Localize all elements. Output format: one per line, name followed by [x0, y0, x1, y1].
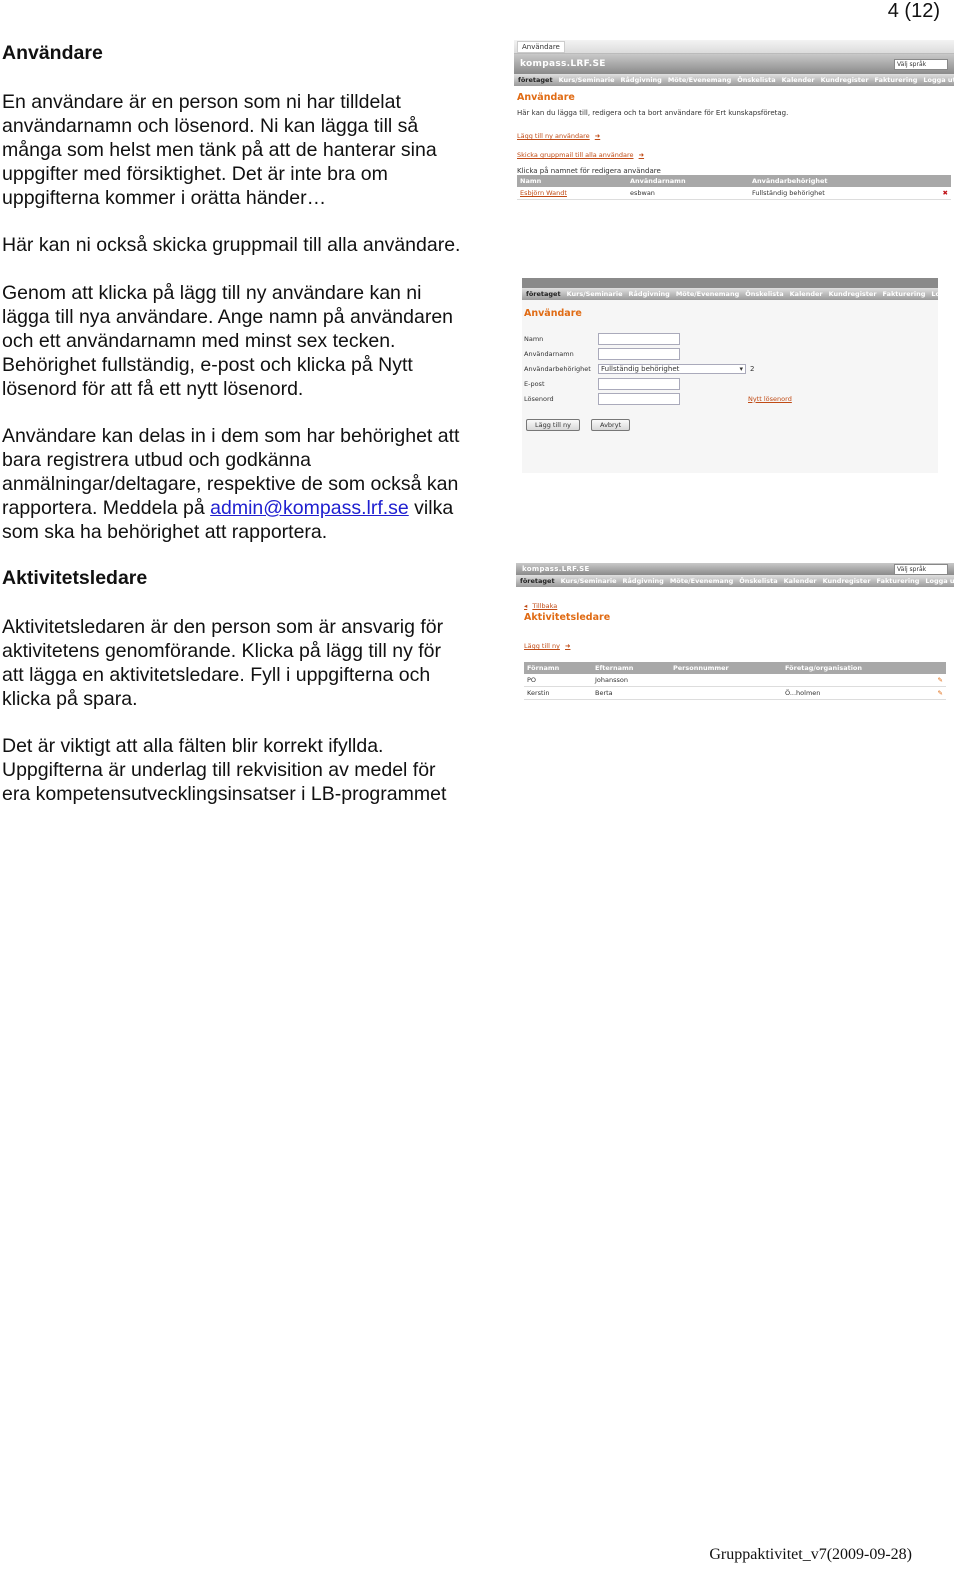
- email-input[interactable]: [598, 378, 680, 390]
- arrow-icon: ➜: [594, 132, 601, 140]
- form-row-password: [524, 391, 936, 406]
- admin-email-link[interactable]: admin@kompass.lrf.se: [210, 497, 409, 519]
- nav-item[interactable]: Kurs/Seminarie: [558, 76, 615, 84]
- browser-tabbar: [514, 40, 954, 54]
- cell: Johansson: [595, 676, 628, 684]
- form-row-email: [524, 376, 936, 391]
- back-link[interactable]: Tillbaka: [532, 602, 558, 610]
- nav-item[interactable]: Fakturering: [882, 290, 926, 298]
- table-row[interactable]: [517, 187, 951, 200]
- edit-pencil-icon[interactable]: ✎: [937, 676, 943, 684]
- field-label: Lösenord: [524, 394, 554, 403]
- field-label: Namn: [524, 334, 544, 343]
- text-line: många som helst men tänk på att de hanterar sina: [2, 139, 437, 161]
- table-row[interactable]: [524, 674, 946, 687]
- cancel-button[interactable]: Avbryt: [591, 419, 630, 431]
- form-row-username: [524, 346, 936, 361]
- table-row[interactable]: [524, 687, 946, 700]
- text-fragment: rapportera. Meddela på: [2, 497, 211, 519]
- new-password-link[interactable]: Nytt lösenord: [748, 394, 792, 403]
- group-mail-link[interactable]: Skicka gruppmail till alla användare: [517, 151, 634, 159]
- text-line: lägga till nya användare. Ange namn på användaren: [2, 306, 454, 328]
- main-nav: [516, 575, 958, 587]
- nav-item[interactable]: Kundregister: [820, 76, 869, 84]
- text-line: En användare är en person som ni har tilldelat: [2, 91, 401, 113]
- nav-item[interactable]: Kalender: [789, 290, 823, 298]
- nav-item[interactable]: Fakturering: [876, 577, 920, 585]
- text-line: uppgifter med försiktighet. Det är inte bra om: [2, 163, 388, 185]
- column-header: Företag/organisation: [785, 664, 863, 672]
- site-banner: [522, 278, 938, 288]
- column-header: Efternamn: [595, 664, 634, 672]
- arrow-icon: ➜: [638, 151, 645, 159]
- nav-item[interactable]: företaget: [518, 76, 553, 84]
- arrow-left-icon: ◂: [524, 602, 528, 610]
- text-line: Aktivitetsledaren är den person som är ansvarig för: [2, 616, 444, 638]
- screenshot-user-list: [514, 40, 954, 212]
- delete-icon[interactable]: ✖: [942, 189, 948, 197]
- section-heading-aktivitetsledare: Aktivitetsledare: [2, 567, 148, 589]
- nav-item[interactable]: Rådgivning: [622, 577, 664, 585]
- column-header: Användarbehörighet: [752, 177, 828, 185]
- column-header: Personnummer: [673, 664, 729, 672]
- add-user-link[interactable]: Lägg till ny användare: [517, 132, 590, 140]
- nav-item[interactable]: Kalender: [783, 577, 817, 585]
- text-line: era kompetensutvecklingsinsatser i LB-programmet: [2, 783, 447, 805]
- field-label: E-post: [524, 379, 545, 388]
- permission-select[interactable]: [598, 364, 746, 374]
- nav-item[interactable]: företaget: [520, 577, 555, 585]
- screen-title: Användare: [517, 92, 575, 103]
- cell: Ö...holmen: [785, 689, 821, 697]
- text-line: aktivitetens genomförande. Klicka på lägg till ny för: [2, 640, 441, 662]
- text-line: lösenord för att få ett nytt lösenord.: [2, 378, 304, 400]
- nav-item[interactable]: Fakturering: [874, 76, 918, 84]
- site-banner: [516, 563, 954, 575]
- page-number: 4 (12): [887, 0, 940, 22]
- text-line: Det är viktigt att alla fälten blir korrekt ifyllda.: [2, 735, 384, 757]
- nav-item[interactable]: Rådgivning: [628, 290, 670, 298]
- text-line: och ett användarnamn med minst sex tecken.: [2, 330, 396, 352]
- nav-item[interactable]: Möte/Evenemang: [669, 577, 734, 585]
- kompass-logo: kompass.LRF.SE: [522, 565, 590, 573]
- edit-pencil-icon[interactable]: ✎: [937, 689, 943, 697]
- cell: PO: [527, 676, 537, 684]
- nav-item[interactable]: Möte/Evenemang: [675, 290, 740, 298]
- nav-item[interactable]: Kurs/Seminarie: [560, 577, 617, 585]
- username-input[interactable]: [598, 348, 680, 360]
- edit-hint: Klicka på namnet för redigera användare: [517, 167, 661, 175]
- text-line: Användare kan delas in i dem som har behörighet att: [2, 425, 460, 447]
- paragraph-add-user: [2, 281, 502, 401]
- nav-item[interactable]: Logga ut: [923, 76, 956, 84]
- screen-title: Aktivitetsledare: [524, 612, 611, 623]
- nav-item[interactable]: Logga ut: [931, 290, 964, 298]
- text-line: Uppgifterna är underlag till rekvisition av medel för: [2, 759, 436, 781]
- password-input[interactable]: [598, 393, 680, 405]
- add-new-link[interactable]: Lägg till ny: [524, 642, 560, 650]
- text-line: klicka på spara.: [2, 688, 138, 710]
- kompass-logo: kompass.LRF.SE: [520, 59, 606, 69]
- nav-item[interactable]: Kundregister: [828, 290, 877, 298]
- nav-item[interactable]: Önskelista: [737, 76, 776, 84]
- language-select[interactable]: Välj språk: [894, 564, 948, 575]
- chevron-down-icon: ▾: [739, 364, 743, 373]
- text-line: [2, 496, 502, 520]
- section-heading-anvandare: Användare: [2, 42, 103, 64]
- main-nav: [514, 74, 954, 86]
- screenshot-activity-leaders: [516, 563, 958, 703]
- paragraph-aktivitetsledare: [2, 615, 502, 711]
- field-label: Användarnamn: [524, 349, 574, 358]
- text-line: uppgifterna kommer i orätta händer…: [2, 187, 327, 209]
- site-banner: [514, 54, 954, 74]
- add-new-button[interactable]: Lägg till ny: [526, 419, 580, 431]
- cell: esbwan: [630, 189, 655, 197]
- text-line: anmälningar/deltagare, respektive de som också kan: [2, 473, 459, 495]
- column-header: Förnamn: [527, 664, 560, 672]
- paragraph-intro: [2, 90, 502, 210]
- language-select[interactable]: Välj språk: [894, 59, 948, 70]
- text-line: att lägga en aktivitetsledare. Fyll i uppgifterna och: [2, 664, 431, 686]
- arrow-icon: ➜: [565, 642, 571, 650]
- nav-item[interactable]: Kurs/Seminarie: [566, 290, 623, 298]
- nav-item[interactable]: företaget: [526, 290, 561, 298]
- text-fragment: vilka: [408, 497, 454, 519]
- screen-title: Användare: [524, 308, 582, 319]
- table-header: [524, 662, 946, 674]
- text-line: Genom att klicka på lägg till ny användare kan ni: [2, 282, 422, 304]
- main-nav: [522, 288, 964, 300]
- nav-item[interactable]: Önskelista: [739, 577, 778, 585]
- browser-tab[interactable]: Användare: [517, 41, 565, 53]
- help-mark: 2: [750, 364, 755, 373]
- text-line: som ska ha behörighet att rapportera.: [2, 521, 328, 543]
- user-name-link[interactable]: Esbjörn Wandt: [520, 189, 567, 197]
- nav-item[interactable]: Kalender: [781, 76, 815, 84]
- cell: Fullständig behörighet: [752, 189, 825, 197]
- screen-description: Här kan du lägga till, redigera och ta bort användare för Ert kunskapsföretag.: [517, 109, 789, 117]
- paragraph-permissions: [2, 424, 502, 544]
- column-header: Användarnamn: [630, 177, 686, 185]
- text-line: Behörighet fullständig, e-post och klicka på Nytt: [2, 354, 413, 376]
- column-header: Namn: [520, 177, 542, 185]
- table-header: [517, 175, 951, 187]
- nav-item[interactable]: Kundregister: [822, 577, 871, 585]
- footer-doc-id: Gruppaktivitet_v7(2009-09-28): [709, 1546, 912, 1563]
- field-label: Användarbehörighet: [524, 364, 591, 373]
- nav-item[interactable]: Rådgivning: [620, 76, 662, 84]
- paragraph-important: [2, 734, 502, 806]
- cell: Kerstin: [527, 689, 550, 697]
- nav-item[interactable]: Önskelista: [745, 290, 784, 298]
- text-line: användarnamn och lösenord. Ni kan lägga till så: [2, 115, 419, 137]
- select-value: Fullständig behörighet: [601, 364, 680, 373]
- paragraph-gruppmail: Här kan ni också skicka gruppmail till alla användare.: [2, 234, 461, 256]
- screenshot-add-user-form: [522, 278, 964, 473]
- name-input[interactable]: [598, 333, 680, 345]
- form-row-permission: [524, 361, 936, 376]
- cell: Berta: [595, 689, 613, 697]
- form-row-name: [524, 331, 936, 346]
- nav-item[interactable]: Möte/Evenemang: [667, 76, 732, 84]
- nav-item[interactable]: Logga ut: [925, 577, 958, 585]
- text-line: bara registrera utbud och godkänna: [2, 449, 311, 471]
